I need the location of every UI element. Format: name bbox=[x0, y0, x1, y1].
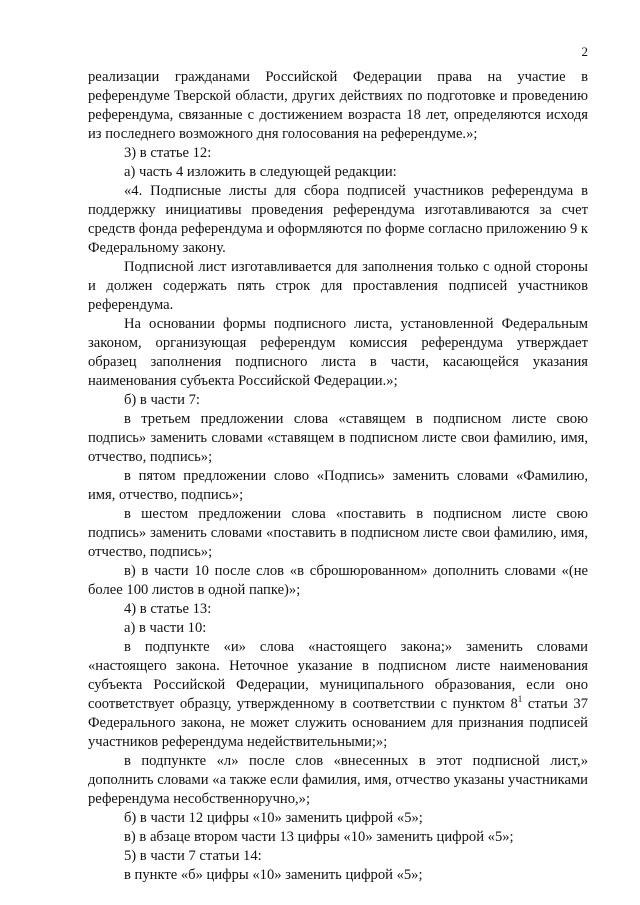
paragraph: б) в части 7: bbox=[124, 392, 200, 408]
paragraph: в пятом предложении слово «Подпись» заменить словами «Фамилию, имя, отчество, подпись»; bbox=[88, 468, 588, 503]
paragraph: 4) в статье 13: bbox=[124, 601, 212, 617]
paragraph: реализации гражданами Российской Федерации права на участие в референдуме Тверской области, других действиях по подготовке и проведению референдума, связанные с достижением возраста 18 лет, определяются исходя из последнего возможного дня голосования на референдуме.»; bbox=[88, 69, 588, 142]
paragraph bbox=[88, 638, 588, 752]
paragraph: б) в части 12 цифры «10» заменить цифрой «5»; bbox=[124, 810, 423, 826]
paragraph: а) в части 10: bbox=[124, 620, 207, 636]
paragraph: в) в абзаце втором части 13 цифры «10» заменить цифрой «5»; bbox=[124, 829, 514, 845]
paragraph: «4. Подписные листы для сбора подписей участников референдума в поддержку инициативы проведения референдума изготавливаются за счет средств фонда референдума и оформляются по форме согласно приложению 9 к Федеральному закону. bbox=[88, 183, 588, 256]
paragraph: 3) в статье 12: bbox=[124, 145, 212, 161]
page-number: 2 bbox=[581, 44, 588, 59]
paragraph: На основании формы подписного листа, установленной Федеральным законом, организующая референдум комиссия референдума утверждает образец заполнения подписного листа в части, касающейся указания наименования субъекта Российской Федерации.»; bbox=[88, 316, 588, 389]
paragraph-text-before: в подпункте «и» слова «настоящего закона;» заменить словами «настоящего закона. Неточное указание в подписном листе наименования субъекта Российской Федерации, муниципального образования, если оно соответствует образцу, утвержденному в соответствии с пунктом 8 bbox=[88, 639, 588, 712]
paragraph-text-after: статьи 37 Федерального закона, не может служить основанием для признания подписей участников референдума недействительными;»; bbox=[88, 696, 588, 750]
document-body bbox=[88, 68, 588, 885]
paragraph: в третьем предложении слова «ставящем в подписном листе свою подпись» заменить словами «ставящем в подписном листе свои фамилию, имя, отчество, подпись»; bbox=[88, 411, 588, 465]
paragraph: в пункте «б» цифры «10» заменить цифрой «5»; bbox=[124, 867, 423, 883]
paragraph: Подписной лист изготавливается для заполнения только с одной стороны и должен содержать пять строк для проставления подписей участников референдума. bbox=[88, 259, 588, 313]
superscript: 1 bbox=[517, 694, 523, 705]
paragraph: а) часть 4 изложить в следующей редакции: bbox=[124, 164, 397, 180]
paragraph: 5) в части 7 статьи 14: bbox=[124, 848, 262, 864]
paragraph: в) в части 10 после слов «в сброшюрованном» дополнить словами «(не более 100 листов в одной папке)»; bbox=[88, 563, 588, 598]
paragraph: в шестом предложении слова «поставить в подписном листе свою подпись» заменить словами «поставить в подписном листе свои фамилию, имя, отчество, подпись»; bbox=[88, 506, 588, 560]
paragraph: в подпункте «л» после слов «внесенных в этот подписной лист,» дополнить словами «а также если фамилия, имя, отчество указаны участниками референдума несобственноручно,»; bbox=[88, 753, 588, 807]
